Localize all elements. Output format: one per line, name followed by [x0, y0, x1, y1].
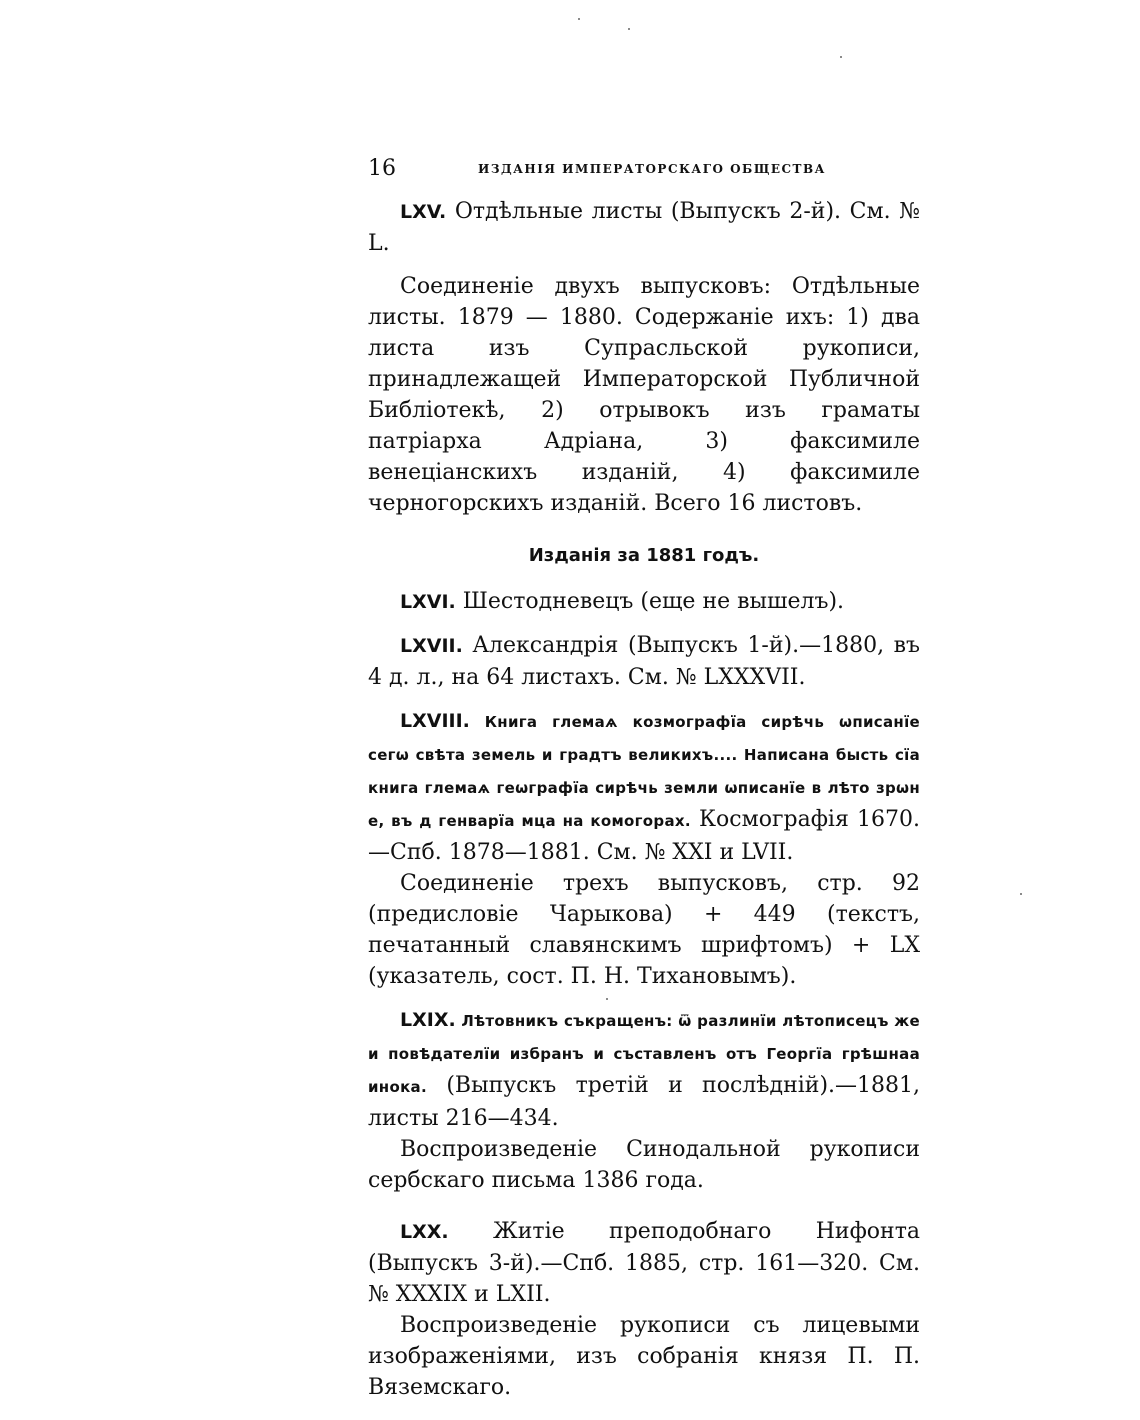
entry-lxviii	[368, 705, 920, 868]
entry-number: LXVII.	[400, 635, 463, 657]
entry-number: LXVI.	[400, 591, 456, 613]
entry-lxx	[368, 1216, 920, 1310]
entry-lxvii	[368, 630, 920, 693]
scan-speck	[628, 28, 630, 30]
section-heading: Изданія за 1881 годъ.	[528, 545, 760, 566]
entry-number: LXVIII.	[400, 710, 470, 732]
scan-speck	[840, 56, 842, 58]
entry-note-lxviii: Соединеніе трехъ выпусковъ, стр. 92 (предисловіе Чарыкова) + 449 (текстъ, печатанный славянскимъ шрифтомъ) + LX (указатель, сост. П. Н. Тихановымъ).	[368, 871, 920, 989]
scan-speck	[1020, 893, 1022, 895]
entry-number: LXV.	[400, 201, 447, 223]
entry-lxix	[368, 1004, 920, 1134]
slavonic-title: Лѣтовникъ съкращенъ: ѿ разлинїи лѣтописецъ же и повѣдателїи избранъ и съставленъ отъ Георгїа грѣшнаа инока.	[368, 1012, 920, 1096]
entry-note-lxx: Воспроизведеніе рукописи съ лицевыми изображеніями, изъ собранія князя П. П. Вяземскаго.	[368, 1313, 920, 1400]
page-content	[368, 196, 920, 1403]
entry-text: (Выпускъ третій и послѣдній).—1881, листы 216—434.	[368, 1073, 920, 1131]
scan-speck	[578, 18, 580, 20]
running-header	[368, 156, 920, 186]
entry-number: LXIX.	[400, 1009, 456, 1031]
entry-number: LXX.	[400, 1221, 449, 1243]
entry-text: Шестодневецъ (еще не вышелъ).	[455, 589, 845, 614]
entry-note-lxix: Воспроизведеніе Синодальной рукописи сербскаго письма 1386 года.	[368, 1137, 920, 1193]
entry-text: Космографія 1670.—Спб. 1878—1881. См. № XXI и LVII.	[368, 807, 921, 865]
entry-lxv	[368, 196, 920, 259]
entry-text: Житіе преподобнаго Нифонта (Выпускъ 3-й).—Спб. 1885, стр. 161—320. См. № XXXIX и LXII.	[368, 1219, 920, 1307]
entry-text: Отдѣльные листы (Выпускъ 2-й). См. № L.	[368, 199, 920, 256]
entry-lxvi	[368, 586, 920, 618]
slavonic-title: Книга глемаѧ козмографїа сирѣчь ѡписанїе сегѡ свѣта земель и градтъ великихъ.... Написана бысть сїа книга глемаѧ геѡграфїа сирѣчь земли ѡписанїе в лѣто зрѡн е, въ д генварїа мца на комогорах.	[368, 713, 920, 830]
entry-note-lxv: Соединеніе двухъ выпусковъ: Отдѣльные листы. 1879 — 1880. Содержаніе ихъ: 1) два листа изъ Супрасльской рукописи, принадлежащей Императорской Публичной Библіотекѣ, 2) отрывокъ изъ граматы патріарха Адріана, 3) факсимиле венеціанскихъ изданій, 4) факсимиле черногорскихъ изданій. Всего 16 листовъ.	[368, 274, 920, 516]
entry-text: Александрія (Выпускъ 1-й).—1880, въ 4 д. л., на 64 листахъ. См. № LXXXVII.	[368, 633, 920, 690]
page-number: 16	[368, 156, 396, 181]
running-title: ИЗДАНІЯ ИМПЕРАТОРСКАГО ОБЩЕСТВА	[478, 162, 826, 176]
